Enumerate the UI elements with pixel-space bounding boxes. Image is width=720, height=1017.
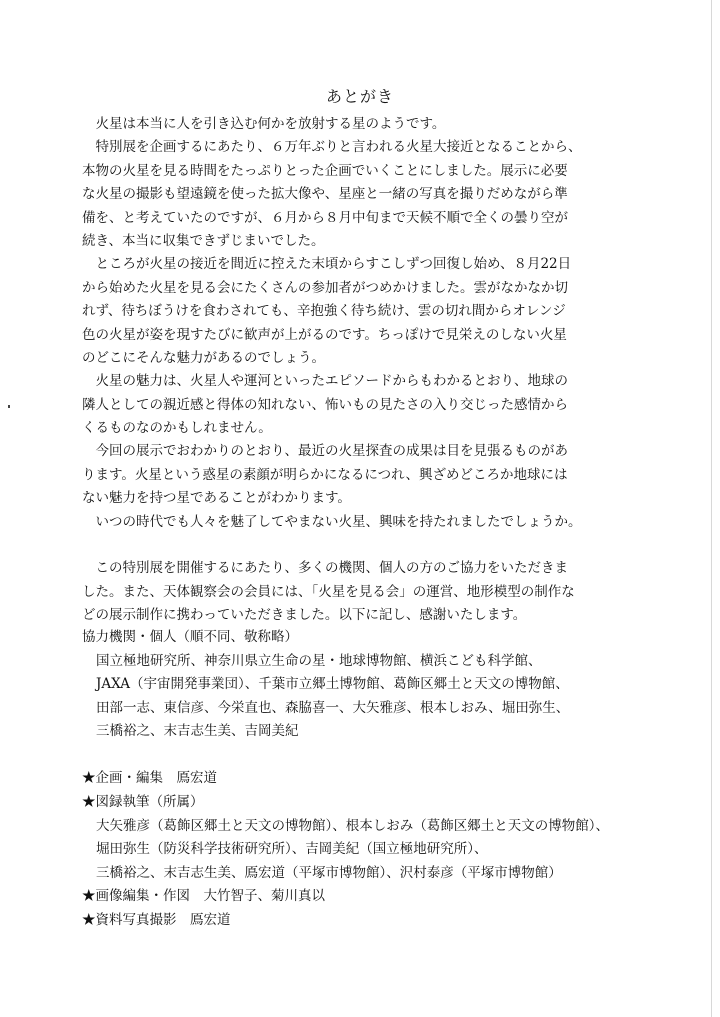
paragraph-line: 火星の魅力は、火星人や運河といったエピソードからもわかるとおり、地球の	[82, 373, 568, 390]
paragraph-line: ります。火星という惑星の素顔が明らかになるにつれ、興ざめどころか地球には	[82, 466, 568, 483]
paragraph-line: くるものなのかもしれません。	[82, 420, 272, 437]
credits-spacer	[82, 744, 682, 767]
paragraph-line: 火星は本当に人を引き込む何かを放射する星のようです。	[82, 116, 446, 132]
paragraph-line: 色の火星が姿を現すたびに歓声が上がるのです。ちっぽけで見栄えのしない火星	[82, 326, 567, 343]
paragraph-line: 隣人としての親近感と得体の知れない、怖いもの見たさの入り交じった感情から	[82, 396, 568, 413]
paragraph-line: 今回の展示でおわかりのとおり、最近の火星探査の成果は目を見張るものがあ	[82, 443, 568, 460]
paragraph-line: のどこにそんな魅力があるのでしょう。	[82, 349, 325, 366]
afterword-body	[82, 113, 642, 628]
paragraph-spacer	[82, 534, 642, 557]
authors-line: 大矢雅彦（葛飾区郷土と天文の博物館）、根本しおみ（葛飾区郷土と天文の博物館）、	[96, 817, 609, 834]
cooperation-line: 三橋裕之、末吉志生美、吉岡美紀	[96, 723, 299, 740]
authors-line: 三橋裕之、末吉志生美、鳫宏道（平塚市博物館）、沢村泰彦（平塚市博物館）	[96, 864, 562, 881]
paragraph-line: 備を、と考えていたのですが、６月から８月中旬まで天候不順で全くの曇り空が	[82, 209, 568, 226]
photography-credit: ★資料写真撮影 鳫宏道	[82, 911, 231, 928]
paragraph-line: どの展示制作に携わっていただきました。以下に記し、感謝いたします。	[82, 607, 527, 624]
cooperation-line: JAXA（宇宙開発事業団）、千葉市立郷土博物館、葛飾区郷土と天文の博物館、	[96, 676, 569, 693]
paragraph-line: 続き、本当に収集できずじまいでした。	[82, 232, 325, 249]
cooperation-line: 田部一志、東信彦、今栄直也、森脇喜一、大矢雅彦、根本しおみ、堀田弥生、	[96, 699, 570, 716]
paragraph-line: 本物の火星を見る時間をたっぷりとった企画でいくことにしました。展示に必要	[82, 162, 568, 179]
paragraph-line: れず、待ちぼうけを食わされても、辛抱強く待ち続け、雲の切れ間からオレンジ	[82, 303, 566, 320]
paragraph-line: ところが火星の接近を間近に控えた末頃からすこしずつ回復し始め、８月22日	[82, 256, 572, 273]
paragraph-line: いつの時代でも人々を魅了してやまない火星、興味を持たれましたでしょうか。	[82, 513, 582, 530]
authors-heading: ★図録執筆（所属）	[82, 793, 204, 810]
credits-section	[82, 626, 682, 933]
scan-speck	[8, 405, 10, 408]
page-title: あとがき	[325, 87, 394, 106]
planning-credit: ★企画・編集 鳫宏道	[82, 770, 217, 787]
cooperation-line: 国立極地研究所、神奈川県立生命の星・地球博物館、横浜こども科学館、	[96, 652, 542, 669]
paragraph-line: ない魅力を持つ星であることがわかります。	[82, 490, 351, 507]
paragraph-line: から始めた火星を見る会にたくさんの参加者がつめかけました。雲がなかなか切	[82, 279, 568, 296]
scan-edge-line	[711, 0, 712, 1017]
paragraph-line: この特別展を開催するにあたり、多くの機関、個人の方のご協力をいただきま	[82, 560, 568, 577]
authors-line: 堀田弥生（防災科学技術研究所）、吉岡美紀（国立極地研究所）、	[96, 841, 488, 858]
paragraph-line: した。また、天体観察会の会員には、「火星を見る会」の運営、地形模型の制作な	[82, 583, 575, 600]
image-editing-credit: ★画像編集・作図 大竹智子、菊川真以	[82, 888, 325, 905]
paragraph-line: 特別展を企画するにあたり、６万年ぶりと言われる火星大接近となることから、	[82, 139, 582, 156]
paragraph-line: な火星の撮影も望遠鏡を使った拡大像や、星座と一緒の写真を撮りだめながら準	[82, 186, 568, 203]
cooperation-heading: 協力機関・個人（順不同、敬称略）	[82, 629, 298, 645]
